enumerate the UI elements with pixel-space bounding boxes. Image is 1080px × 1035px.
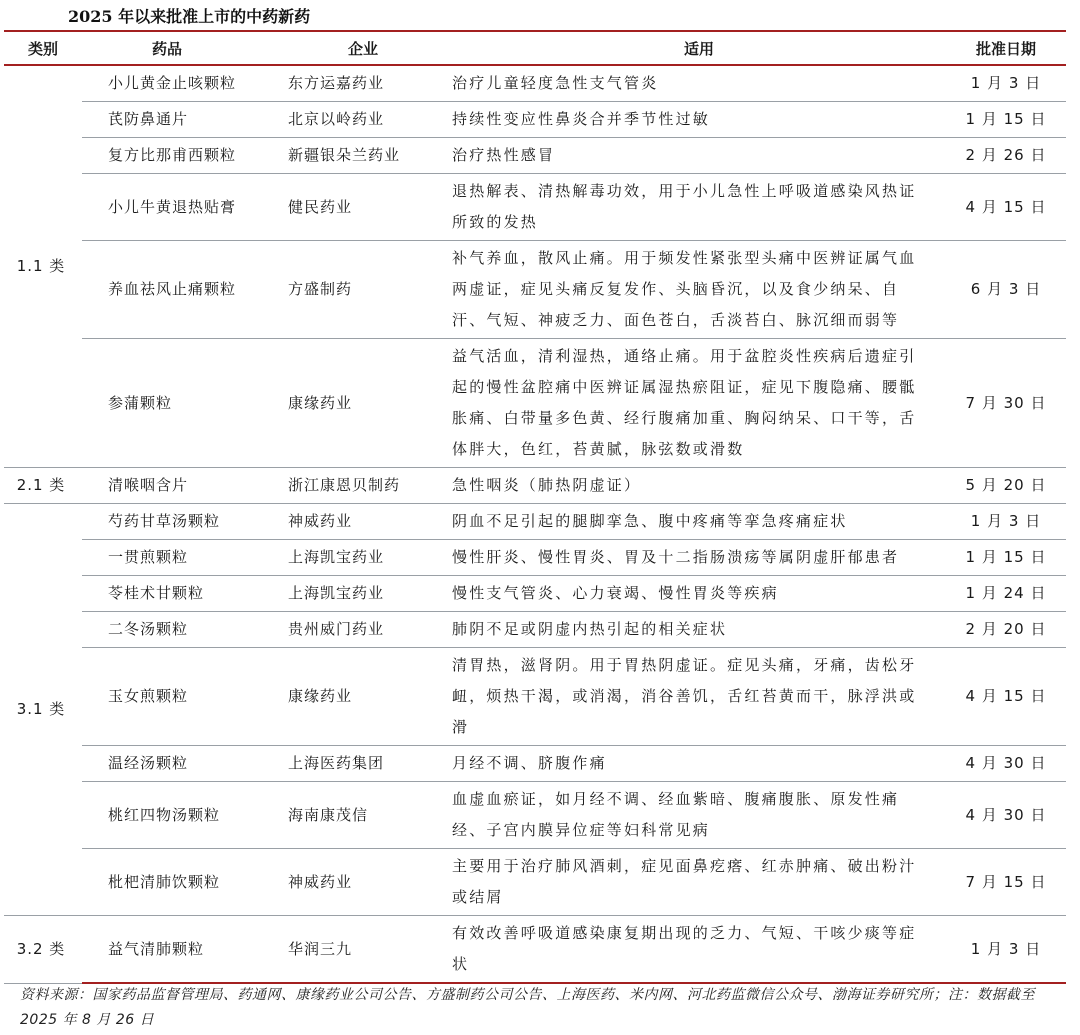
indication-cell: 退热解表、清热解毒功效，用于小儿急性上呼吸道感染风热证所致的发热 xyxy=(452,174,946,241)
table-row xyxy=(4,576,1066,612)
category-cell: 2.1 类 xyxy=(4,468,82,504)
indication-cell: 益气活血，清利湿热，通络止痛。用于盆腔炎性疾病后遗症引起的慢性盆腔痛中医辨证属湿热瘀阻证，症见下腹隐痛、腰骶胀痛、白带量多色黄、经行腹痛加重、胸闷纳呆、口干等，舌体胖大，色红，苔黄腻，脉弦数或滑数 xyxy=(452,339,946,468)
new-drug-table xyxy=(4,30,1066,984)
drug-name-cell: 芍药甘草汤颗粒 xyxy=(82,504,288,540)
table-row xyxy=(4,468,1066,504)
drug-name-cell: 一贯煎颗粒 xyxy=(82,540,288,576)
drug-name-cell: 芪防鼻通片 xyxy=(82,102,288,138)
company-cell: 康缘药业 xyxy=(288,339,452,468)
company-cell: 神威药业 xyxy=(288,849,452,916)
table-row xyxy=(4,174,1066,241)
approval-date-cell: 1 月 3 日 xyxy=(946,65,1066,102)
company-cell: 上海凯宝药业 xyxy=(288,540,452,576)
drug-name-cell: 养血祛风止痛颗粒 xyxy=(82,241,288,339)
company-cell: 上海医药集团 xyxy=(288,746,452,782)
table-row xyxy=(4,504,1066,540)
company-cell: 健民药业 xyxy=(288,174,452,241)
header-row xyxy=(4,31,1066,65)
table-row xyxy=(4,648,1066,746)
approval-date-cell: 4 月 30 日 xyxy=(946,746,1066,782)
approval-date-cell: 4 月 15 日 xyxy=(946,648,1066,746)
table-row xyxy=(4,916,1066,984)
table-row xyxy=(4,540,1066,576)
drug-name-cell: 小儿牛黄退热贴膏 xyxy=(82,174,288,241)
category-cell: 3.1 类 xyxy=(4,504,82,916)
company-cell: 贵州威门药业 xyxy=(288,612,452,648)
approval-date-cell: 7 月 30 日 xyxy=(946,339,1066,468)
indication-cell: 补气养血，散风止痛。用于频发性紧张型头痛中医辨证属气血两虚证，症见头痛反复发作、头脑昏沉，以及食少纳呆、自汗、气短、神疲乏力、面色苍白，舌淡苔白、脉沉细而弱等 xyxy=(452,241,946,339)
drug-name-cell: 温经汤颗粒 xyxy=(82,746,288,782)
indication-cell: 血虚血瘀证，如月经不调、经血紫暗、腹痛腹胀、原发性痛经、子宫内膜异位症等妇科常见病 xyxy=(452,782,946,849)
company-cell: 东方运嘉药业 xyxy=(288,65,452,102)
table-title: 2025 年以来批准上市的中药新药 xyxy=(68,7,311,26)
drug-name-cell: 玉女煎颗粒 xyxy=(82,648,288,746)
header-drug: 药品 xyxy=(82,31,288,65)
drug-name-cell: 小儿黄金止咳颗粒 xyxy=(82,65,288,102)
indication-cell: 治疗热性感冒 xyxy=(452,138,946,174)
company-cell: 方盛制药 xyxy=(288,241,452,339)
approval-date-cell: 2 月 20 日 xyxy=(946,612,1066,648)
table-row xyxy=(4,102,1066,138)
company-cell: 海南康茂信 xyxy=(288,782,452,849)
company-cell: 上海凯宝药业 xyxy=(288,576,452,612)
drug-name-cell: 二冬汤颗粒 xyxy=(82,612,288,648)
drug-name-cell: 苓桂术甘颗粒 xyxy=(82,576,288,612)
table-row xyxy=(4,138,1066,174)
category-cell: 3.2 类 xyxy=(4,916,82,984)
drug-name-cell: 复方比那甫西颗粒 xyxy=(82,138,288,174)
approval-date-cell: 4 月 30 日 xyxy=(946,782,1066,849)
source-note: 资料来源：国家药品监督管理局、药通网、康缘药业公司公告、方盛制药公司公告、上海医药、米内网、河北药监微信公众号、渤海证券研究所；注：数据截至 2025 年 8 月 26 日 xyxy=(20,987,1035,1028)
indication-cell: 清胃热，滋肾阴。用于胃热阴虚证。症见头痛，牙痛，齿松牙衄，烦热干渴，或消渴，消谷善饥，舌红苔黄而干，脉浮洪或滑 xyxy=(452,648,946,746)
drug-name-cell: 清喉咽含片 xyxy=(82,468,288,504)
table-row xyxy=(4,241,1066,339)
table-row xyxy=(4,746,1066,782)
company-cell: 华润三九 xyxy=(288,916,452,984)
approval-date-cell: 4 月 15 日 xyxy=(946,174,1066,241)
approval-date-cell: 1 月 15 日 xyxy=(946,102,1066,138)
approval-date-cell: 1 月 3 日 xyxy=(946,916,1066,984)
header-company: 企业 xyxy=(288,31,452,65)
approval-date-cell: 1 月 24 日 xyxy=(946,576,1066,612)
approval-date-cell: 5 月 20 日 xyxy=(946,468,1066,504)
table-row xyxy=(4,612,1066,648)
company-cell: 神威药业 xyxy=(288,504,452,540)
drug-table-container xyxy=(4,30,1066,984)
drug-name-cell: 参蒲颗粒 xyxy=(82,339,288,468)
header-date: 批准日期 xyxy=(946,31,1066,65)
indication-cell: 月经不调、脐腹作痛 xyxy=(452,746,946,782)
indication-cell: 治疗儿童轻度急性支气管炎 xyxy=(452,65,946,102)
header-category: 类别 xyxy=(4,31,82,65)
table-body xyxy=(4,65,1066,983)
indication-cell: 有效改善呼吸道感染康复期出现的乏力、气短、干咳少痰等症状 xyxy=(452,916,946,984)
approval-date-cell: 1 月 15 日 xyxy=(946,540,1066,576)
category-cell: 1.1 类 xyxy=(4,65,82,468)
indication-cell: 慢性肝炎、慢性胃炎、胃及十二指肠溃疡等属阴虚肝郁患者 xyxy=(452,540,946,576)
table-row xyxy=(4,849,1066,916)
table-row xyxy=(4,339,1066,468)
indication-cell: 肺阴不足或阴虚内热引起的相关症状 xyxy=(452,612,946,648)
indication-cell: 急性咽炎（肺热阴虚证） xyxy=(452,468,946,504)
header-indication: 适用 xyxy=(452,31,946,65)
company-cell: 新疆银朵兰药业 xyxy=(288,138,452,174)
indication-cell: 阴血不足引起的腿脚挛急、腹中疼痛等挛急疼痛症状 xyxy=(452,504,946,540)
company-cell: 北京以岭药业 xyxy=(288,102,452,138)
indication-cell: 慢性支气管炎、心力衰竭、慢性胃炎等疾病 xyxy=(452,576,946,612)
company-cell: 浙江康恩贝制药 xyxy=(288,468,452,504)
indication-cell: 持续性变应性鼻炎合并季节性过敏 xyxy=(452,102,946,138)
drug-name-cell: 桃红四物汤颗粒 xyxy=(82,782,288,849)
indication-cell: 主要用于治疗肺风酒刺，症见面鼻疙瘩、红赤肿痛、破出粉汁或结屑 xyxy=(452,849,946,916)
company-cell: 康缘药业 xyxy=(288,648,452,746)
approval-date-cell: 7 月 15 日 xyxy=(946,849,1066,916)
approval-date-cell: 2 月 26 日 xyxy=(946,138,1066,174)
approval-date-cell: 6 月 3 日 xyxy=(946,241,1066,339)
table-row xyxy=(4,65,1066,102)
approval-date-cell: 1 月 3 日 xyxy=(946,504,1066,540)
drug-name-cell: 益气清肺颗粒 xyxy=(82,916,288,984)
drug-name-cell: 枇杷清肺饮颗粒 xyxy=(82,849,288,916)
table-row xyxy=(4,782,1066,849)
